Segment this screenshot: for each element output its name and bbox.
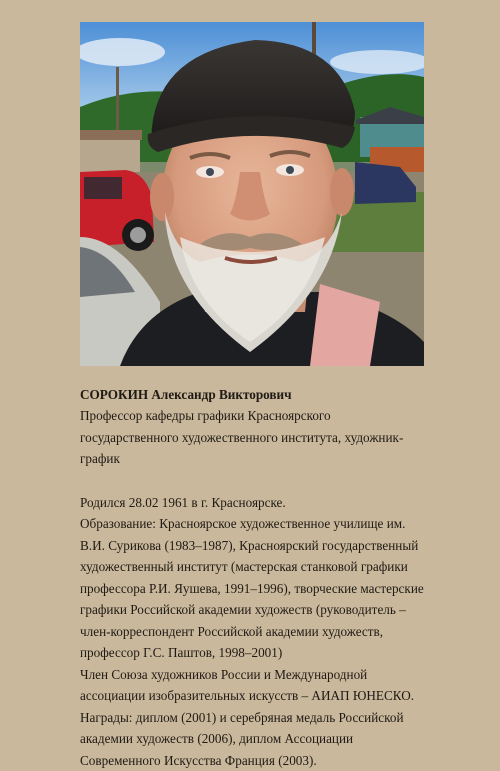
details-line: В.И. Сурикова (1983–1987), Красноярский государственный xyxy=(80,535,430,557)
artist-name: СОРОКИН Александр Викторович xyxy=(80,384,430,405)
portrait-illustration xyxy=(80,22,424,366)
details-line: графики Российской академии художеств (руководитель – xyxy=(80,599,430,621)
position-line: государственного художественного института, художник- xyxy=(80,427,430,449)
details-line: Современного Искусства Франция (2003). xyxy=(80,750,430,771)
paragraph-spacer xyxy=(80,470,430,492)
details-line: член-корреспондент Российской академии художеств, xyxy=(80,621,430,643)
details-line: ассоциации изобразительных искусств – АИАП ЮНЕСКО. xyxy=(80,685,430,707)
details-line: Член Союза художников России и Международной xyxy=(80,664,430,686)
details-line: профессор Г.С. Паштов, 1998–2001) xyxy=(80,642,430,664)
portrait-photo xyxy=(80,22,424,366)
details-line: Образование: Красноярское художественное училище им. xyxy=(80,513,430,535)
details-line: академии художеств (2006), диплом Ассоциации xyxy=(80,728,430,750)
details-line: Награды: диплом (2001) и серебряная медаль Российской xyxy=(80,707,430,729)
position-line: график xyxy=(80,448,430,470)
details-line: художественный институт (мастерская станковой графики xyxy=(80,556,430,578)
details-line: Родился 28.02 1961 в г. Красноярске. xyxy=(80,492,430,514)
details-line: профессора Р.И. Яушева, 1991–1996), творческие мастерские xyxy=(80,578,430,600)
bio-text-block xyxy=(80,384,430,771)
position-line: Профессор кафедры графики Красноярского xyxy=(80,405,430,427)
